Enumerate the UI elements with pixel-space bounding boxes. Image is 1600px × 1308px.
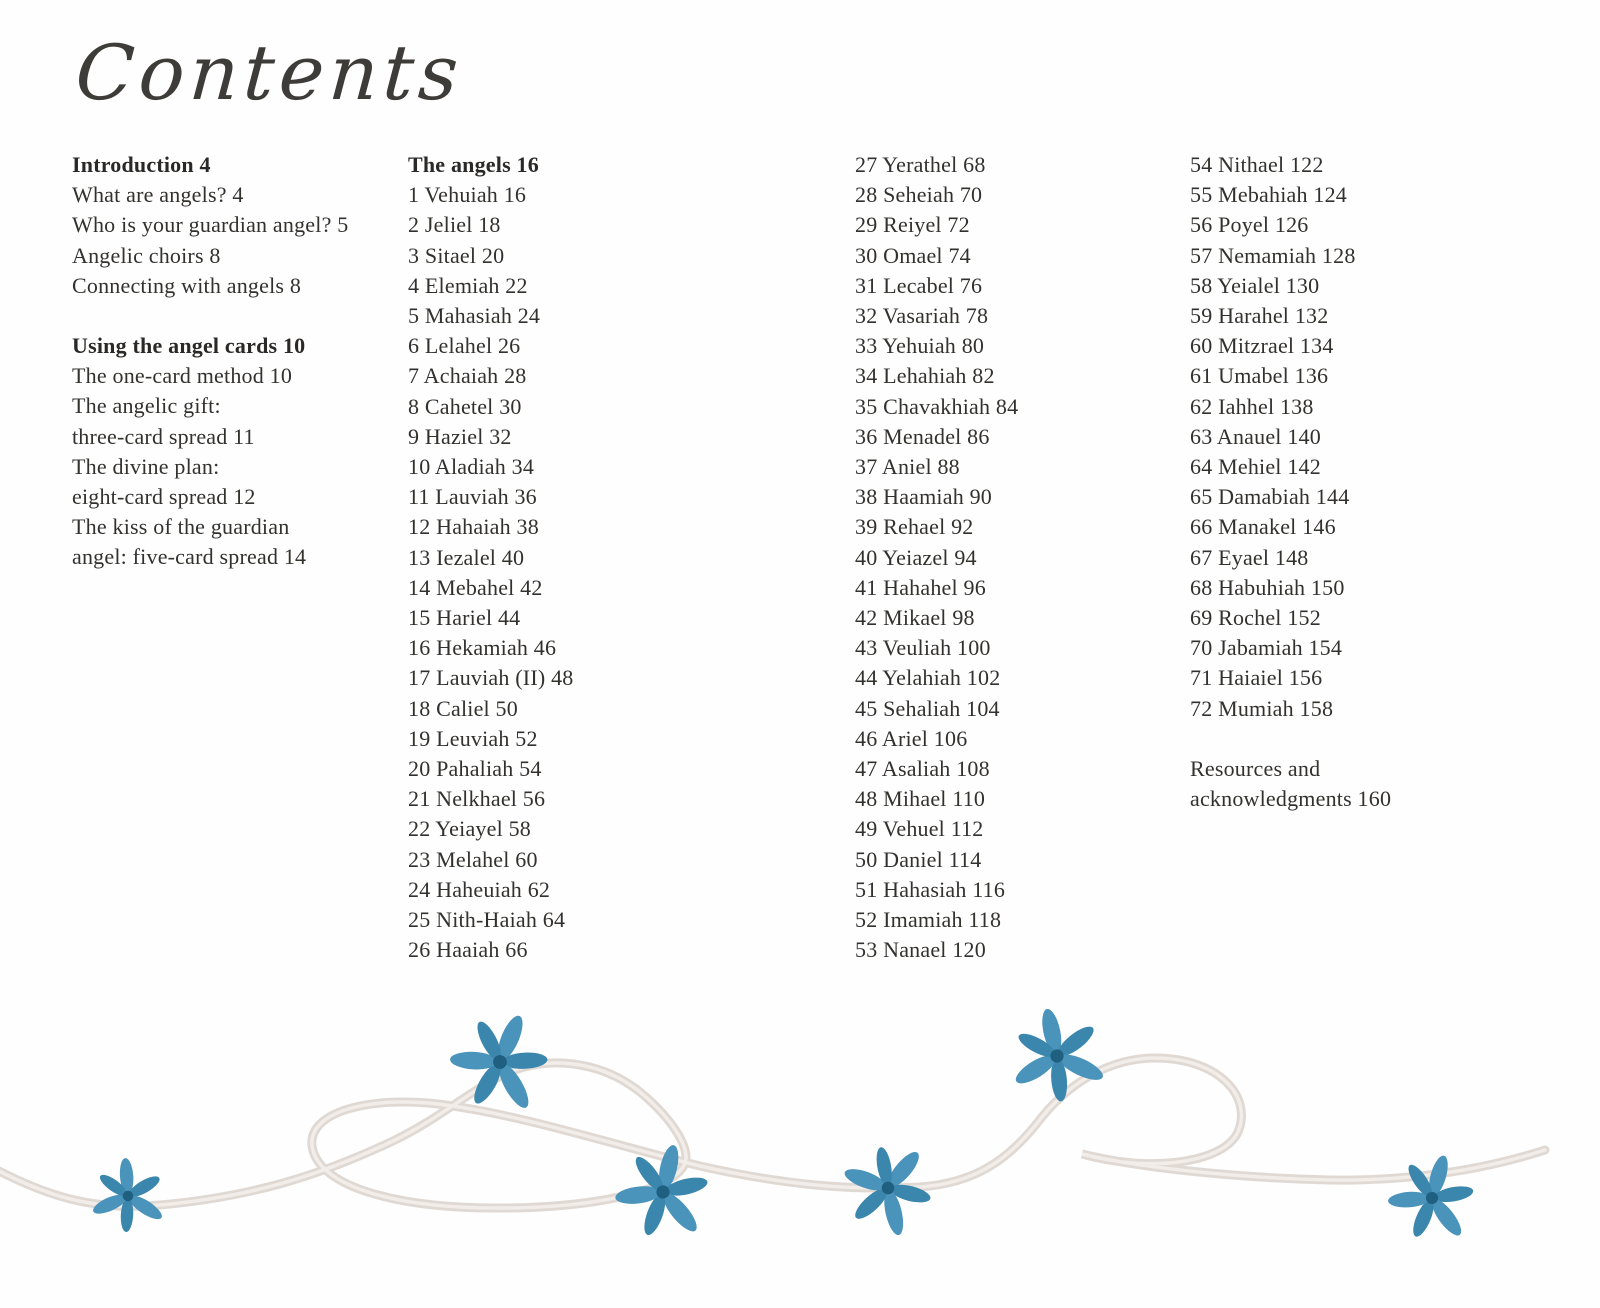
toc-entry: 24 Haheuiah 62 (408, 876, 551, 902)
toc-entry: 49 Vehuel 112 (855, 816, 984, 842)
toc-entry: 67 Eyael 148 (1190, 544, 1309, 570)
toc-entry: 60 Mitzrael 134 (1190, 333, 1334, 359)
toc-entry: 51 Hahasiah 116 (855, 876, 1006, 902)
toc-entry: 22 Yeiayel 58 (408, 816, 531, 842)
toc-section (855, 150, 1185, 965)
toc-entry: The one-card method 10 (72, 363, 293, 389)
toc-entry: 33 Yehuiah 80 (855, 333, 985, 359)
toc-entry: 8 Cahetel 30 (408, 393, 522, 419)
toc-entry: 9 Haziel 32 (408, 423, 512, 449)
toc-entry: 59 Harahel 132 (1190, 303, 1329, 329)
toc-section-header: Using the angel cards 10 (72, 333, 306, 359)
toc-entry: 6 Lelahel 26 (408, 333, 521, 359)
toc-entry: 37 Aniel 88 (855, 454, 960, 480)
toc-entry: 27 Yerathel 68 (855, 152, 986, 177)
toc-entry: 29 Reiyel 72 (855, 212, 970, 238)
toc-entry: 25 Nith-Haiah 64 (408, 907, 566, 933)
toc-entry: 44 Yelahiah 102 (855, 665, 1001, 691)
toc-entry: 68 Habuhiah 150 (1190, 574, 1345, 600)
toc-entry: eight-card spread 12 (72, 484, 256, 510)
toc-section (1190, 754, 1530, 814)
toc-entry: 47 Asaliah 108 (855, 756, 990, 782)
toc-entry: Resources and (1190, 755, 1321, 781)
toc-entry: Connecting with angels 8 (72, 272, 302, 298)
toc-entry: 45 Sehaliah 104 (855, 695, 1000, 721)
toc-entry: 35 Chavakhiah 84 (855, 393, 1019, 419)
toc-entry: 57 Nemamiah 128 (1190, 242, 1356, 268)
toc-entry: 69 Rochel 152 (1190, 605, 1321, 631)
toc-entry: 3 Sitael 20 (408, 242, 505, 268)
toc-column-4 (1190, 150, 1530, 814)
toc-entry: 66 Manakel 146 (1190, 514, 1336, 540)
toc-entry: 28 Seheiah 70 (855, 182, 983, 208)
toc-entry: 31 Lecabel 76 (855, 272, 983, 298)
flower-icon (1382, 1148, 1480, 1246)
toc-entry: 30 Omael 74 (855, 242, 971, 268)
toc-entry: 32 Vasariah 78 (855, 303, 989, 329)
toc-entry: 62 Iahhel 138 (1190, 393, 1314, 419)
toc-entry: 13 Iezalel 40 (408, 544, 525, 570)
toc-entry: 55 Mebahiah 124 (1190, 182, 1347, 208)
toc-entry: 34 Lehahiah 82 (855, 363, 995, 389)
ribbon-swirl (0, 1058, 1545, 1208)
toc-entry: 12 Hahaiah 38 (408, 514, 539, 540)
flower-icon (82, 1151, 171, 1240)
toc-section-header: Introduction 4 (72, 152, 211, 177)
toc-section (72, 331, 402, 573)
toc-entry: The angelic gift: (72, 393, 221, 419)
toc-entry: 52 Imamiah 118 (855, 907, 1002, 933)
ribbon-highlight (0, 1058, 1545, 1208)
toc-entry: 2 Jeliel 18 (408, 212, 501, 238)
toc-entry: 4 Elemiah 22 (408, 272, 528, 298)
toc-entry: 17 Lauviah (II) 48 (408, 665, 574, 691)
toc-entry: 48 Mihael 110 (855, 786, 986, 812)
toc-entry: 1 Vehuiah 16 (408, 182, 527, 208)
toc-entry: 15 Hariel 44 (408, 605, 521, 631)
toc-entry: 58 Yeialel 130 (1190, 272, 1320, 298)
toc-entry: 65 Damabiah 144 (1190, 484, 1350, 510)
toc-column-2 (408, 150, 728, 965)
toc-entry: 39 Rehael 92 (855, 514, 974, 540)
page-title: Contents (72, 28, 466, 117)
toc-entry: 46 Ariel 106 (855, 725, 968, 751)
toc-entry: Angelic choirs 8 (72, 242, 221, 268)
toc-entry: 64 Mehiel 142 (1190, 454, 1321, 480)
toc-entry: 19 Leuviah 52 (408, 725, 538, 751)
toc-entry: 70 Jabamiah 154 (1190, 635, 1343, 661)
toc-entry: What are angels? 4 (72, 182, 244, 208)
toc-entry: 72 Mumiah 158 (1190, 695, 1334, 721)
toc-entry: The divine plan: (72, 453, 220, 479)
toc-section (408, 150, 728, 965)
floral-flourish-decoration (0, 1008, 1600, 1308)
toc-entry: 54 Nithael 122 (1190, 152, 1324, 177)
toc-entry: 36 Menadel 86 (855, 423, 990, 449)
toc-entry: 61 Umabel 136 (1190, 363, 1329, 389)
toc-entry: 10 Aladiah 34 (408, 454, 535, 480)
toc-entry: 40 Yeiazel 94 (855, 544, 977, 570)
toc-entry: 53 Nanael 120 (855, 937, 986, 963)
toc-entry: angel: five-card spread 14 (72, 544, 307, 570)
toc-entry: The kiss of the guardian (72, 514, 290, 540)
toc-entry: 11 Lauviah 36 (408, 484, 537, 510)
toc-section (72, 150, 402, 301)
toc-entry: 18 Caliel 50 (408, 695, 518, 721)
toc-entry: 5 Mahasiah 24 (408, 303, 541, 329)
toc-entry: 41 Hahahel 96 (855, 574, 986, 600)
toc-entry: 26 Haaiah 66 (408, 937, 528, 963)
toc-entry: 42 Mikael 98 (855, 605, 975, 631)
toc-entry: 71 Haiaiel 156 (1190, 665, 1323, 691)
toc-section (1190, 150, 1530, 724)
toc-entry: 14 Mebahel 42 (408, 574, 543, 600)
toc-entry: 38 Haamiah 90 (855, 484, 993, 510)
toc-entry: Who is your guardian angel? 5 (72, 212, 349, 238)
toc-entry: acknowledgments 160 (1190, 786, 1392, 812)
toc-entry: 63 Anauel 140 (1190, 423, 1321, 449)
toc-section-header: The angels 16 (408, 152, 539, 177)
toc-entry: 50 Daniel 114 (855, 846, 982, 872)
toc-column-3 (855, 150, 1185, 965)
toc-entry: 56 Poyel 126 (1190, 212, 1309, 238)
toc-entry: three-card spread 11 (72, 423, 255, 449)
toc-entry: 20 Pahaliah 54 (408, 756, 542, 782)
toc-entry: 43 Veuliah 100 (855, 635, 991, 661)
toc-entry: 23 Melahel 60 (408, 846, 538, 872)
toc-entry: 7 Achaiah 28 (408, 363, 527, 389)
toc-entry: 21 Nelkhael 56 (408, 786, 546, 812)
toc-column-1 (72, 150, 402, 573)
toc-entry: 16 Hekamiah 46 (408, 635, 557, 661)
